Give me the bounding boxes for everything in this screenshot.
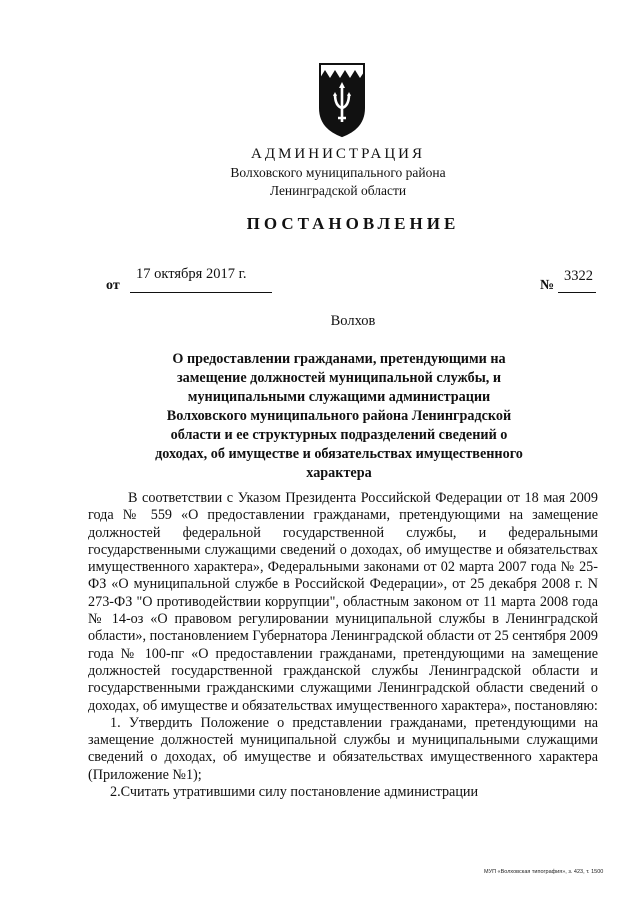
clause-2: 2.Считать утратившими силу постановление администрации bbox=[110, 784, 479, 801]
document-number: 3322 bbox=[564, 268, 593, 284]
preamble-paragraph: В соответствии с Указом Президента Российской Федерации от 18 мая 2009 года № 559 «О предоставлении гражданами, претендующими на замещение должностей федеральной государственной службы, и федеральными государственными служащими сведений о доходах, об имуществе и обязательствах имущественного характера», Федеральными законами от 02 марта 2007 года № 25-ФЗ «О муниципальной службе в Российской Федерации», от 25 декабря 2008 г. N 273-ФЗ "О противодействии коррупции", областным законом от 11 марта 2008 года № 14-оз «О правовом регулировании муниципальной службы в Ленинградской области», постановлением Губернатора Ленинградской области от 25 сентября 2009 года № 100-пг «О предоставлении гражданами, претендующими на замещение должностей государственной гражданской службы Ленинградской области и государственными гражданскими служащими Ленинградской области сведений о доходах, об имуществе и обязательствах имущественного характера», постановляю: bbox=[88, 490, 598, 714]
issuer-header bbox=[0, 144, 640, 200]
date-number-row bbox=[106, 262, 600, 302]
coat-of-arms-emblem bbox=[318, 62, 366, 138]
number-underline bbox=[558, 292, 596, 293]
date-from-label: от bbox=[106, 278, 120, 293]
document-type-title: ПОСТАНОВЛЕНИЕ bbox=[246, 214, 460, 233]
document-date: 17 октября 2017 г. bbox=[136, 266, 247, 282]
printer-footer-note: МУП «Волховская типография», з. 423, т. 1500 bbox=[484, 869, 604, 875]
document-body bbox=[88, 490, 598, 801]
administration-title: АДМИНИСТРАЦИЯ bbox=[251, 146, 425, 162]
date-underline bbox=[130, 292, 272, 293]
document-subject: О предоставлении гражданами, претендующими на замещение должностей муниципальной службы, и муниципальными служащими администрации Волховского муниципального района Ленинградской области и ее структурных подразделений сведений о доходах, об имуществе и обязательствах имущественного характера bbox=[155, 351, 523, 481]
clause-1: 1. Утвердить Положение о представлении гражданами, претендующими на замещение должностей муниципальной службы и муниципальными служащими сведений о доходах, об имуществе и обязательствах имущественного характера (Приложение №1); bbox=[88, 714, 598, 783]
district-name: Волховского муниципального района bbox=[230, 165, 446, 180]
city-name: Волхов bbox=[330, 313, 376, 329]
number-label: № bbox=[540, 278, 555, 293]
region-name: Ленинградской области bbox=[269, 183, 407, 198]
